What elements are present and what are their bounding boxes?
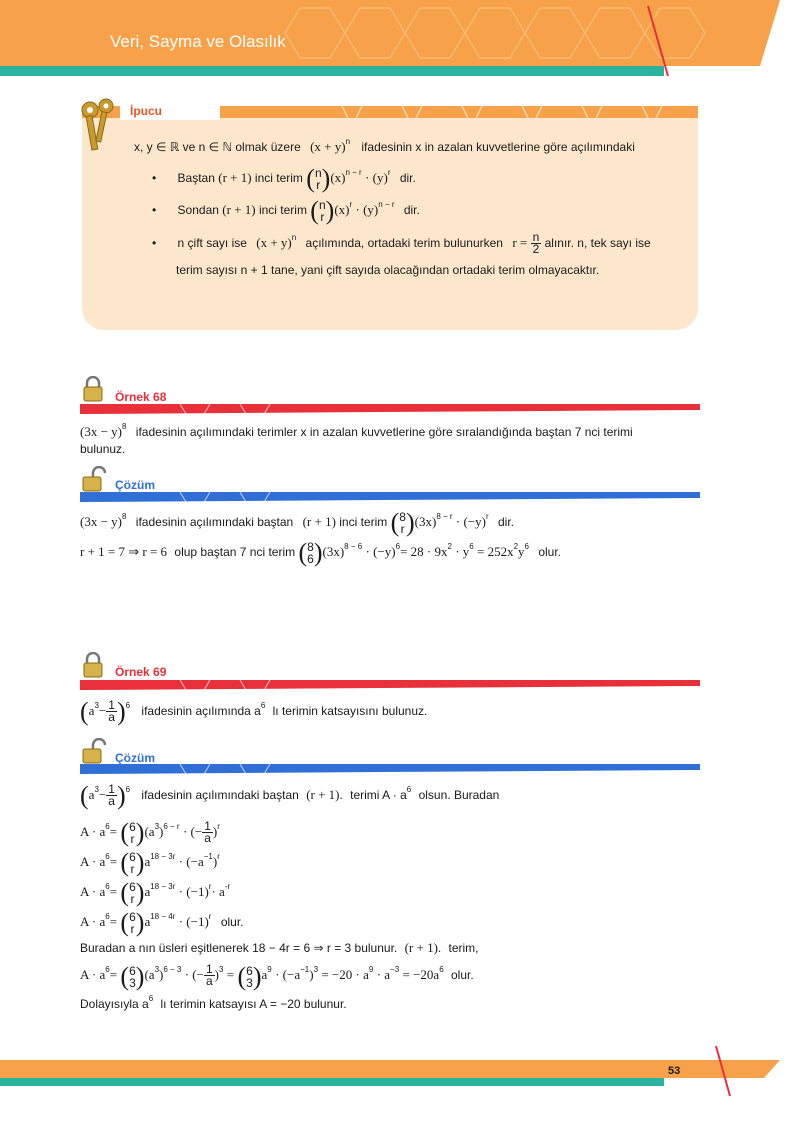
binomial-8-6: ( 8 6 ) [298,538,323,568]
fraction-1-a: $\frac{1}{a}$ [108,782,115,809]
solution-68-line-1: $(3x - y)^8$ ifadesinin açılımındaki baştan (r + 1) inci terim ( 8 r )$(3x)^{8 - r} \cdot (-y)^r$ dir. [80,508,514,538]
example-68-question: $(3x - y)^8$ ifadesinin açılımındaki terimler x in azalan kuvvetlerine göre sıralandığında baştan 7 nci terimi [80,422,633,439]
page-number: 53 [668,1065,681,1077]
unlock-icon [82,466,106,492]
binomial-8-r: ( 8 r ) [390,508,415,538]
equation-2: $A \cdot a^6=$ ( 6 r )$a^{18 - 3r} \cdot (-a^{-1})^r$ [80,848,220,878]
solution-68-bar [80,490,700,504]
tip-bullet-3: • n çift sayı ise $(x + y)^n$ açılımında, ortadaki terim bulunurken r = $\frac{n}{2}$ alınır. n, tek sayı ise [152,230,651,257]
equation-4: $A \cdot a^6=$ ( 6 r )$a^{18 - 4r} \cdot (-1)^r$ olur. [80,908,244,938]
equation-3: $A \cdot a^6=$ ( 6 r )$a^{18 - 3r} \cdot (-1)^r\cdot a^{-r}$ [80,878,231,908]
keys-icon [72,96,132,156]
example-68-label: Örnek 68 [115,390,167,404]
binomial-n-r: ( n r ) [310,196,335,226]
chapter-title: Veri, Sayma ve Olasılık [110,32,286,51]
tip-bullet-1: • Baştan (r + 1) inci terim ( n r )$(x)^{n - r} \cdot (y)^r$ dir. [152,164,416,194]
example-69-question: ($a^3-$ $\frac{1}{a}$ )$^6$ ifadesinin açılımında $a^6$ lı terimin katsayısını bulunuz. [80,696,428,726]
binomial-n-r: ( n r ) [306,164,331,194]
lock-icon [82,376,104,402]
binomial-6-r: ( 6 r ) [120,818,145,848]
header-banner [0,0,794,80]
example-69-label: Örnek 69 [115,665,167,679]
binomial-6-r: ( 6 r ) [120,878,145,908]
conclusion-line-1: Buradan a nın üsleri eşitlenerek 18 − 4r = 6 ⇒ r = 3 bulunur. (r + 1). terim, [80,940,479,955]
solution-69-label: Çözüm [115,751,155,765]
example-68-bar [80,402,700,416]
tip-line-4: terim sayısı n + 1 tane, yani çift sayıda olacağından ortadaki terim olmayacaktır. [176,263,600,277]
fraction-1-a: $\frac{1}{a}$ [205,962,213,989]
tip-line-1: x, y ∈ ℝ ve n ∈ ℕ olmak üzere $(x + y)^n$ ifadesinin x in azalan kuvvetlerine göre açılımındaki [134,137,635,154]
fraction-n-2: $\frac{n}{2}$ [532,230,540,257]
tip-bullet-2: • Sondan (r + 1) inci terim ( n r )$(x)^r \cdot (y)^{n - r}$ dir. [152,196,420,226]
solution-68-line-2: r + 1 = 7 ⇒ r = 6 olup baştan 7 nci terim ( 8 6 )$(3x)^{8 - 6} \cdot (-y)^6= 28 \cdot 9x^2 \cdot y^6 = 252x^2y^6$ olur. [80,538,562,568]
equation-1: $A \cdot a^6=$ ( 6 r )$(a^3)^{6 - r}$ · (− $\frac{1}{a}$ )$^r$ [80,818,220,848]
solution-68-label: Çözüm [115,478,155,492]
binomial-6-r: ( 6 r ) [120,908,145,938]
fraction-1-a: $\frac{1}{a}$ [108,698,115,725]
example-69-bar [80,678,700,692]
tip-title: İpucu [130,104,162,118]
unlock-icon [82,738,106,764]
binomial-6-r: ( 6 r ) [120,848,145,878]
binomial-6-3: ( 6 3 ) [120,961,145,991]
solution-69-line-1: ($a^3-$ $\frac{1}{a}$ )$^6$ ifadesinin açılımındaki baştan (r + 1). terimi $A \cdot a^6$ olsun. Buradan [80,780,500,810]
solution-69-bar [80,762,700,776]
equation-5: $A \cdot a^6=$ ( 6 3 )$(a^3)^{6 - 3}$ · (− $\frac{1}{a}$ )$^3$ = ( 6 3 )$a^9 \cdot (-a^{-1})^3 = -20 \cdot a^9 \cdot a^{-3} = -20a^6$ olur. [80,961,474,991]
conclusion-line-2: Dolayısıyla $a^6$ lı terimin katsayısı A = −20 bulunur. [80,994,347,1011]
fraction-1-a: $\frac{1}{a}$ [204,819,211,846]
lock-icon [82,652,104,678]
binomial-6-3: ( 6 3 ) [237,961,262,991]
example-68-question-2: bulunuz. [80,442,126,456]
